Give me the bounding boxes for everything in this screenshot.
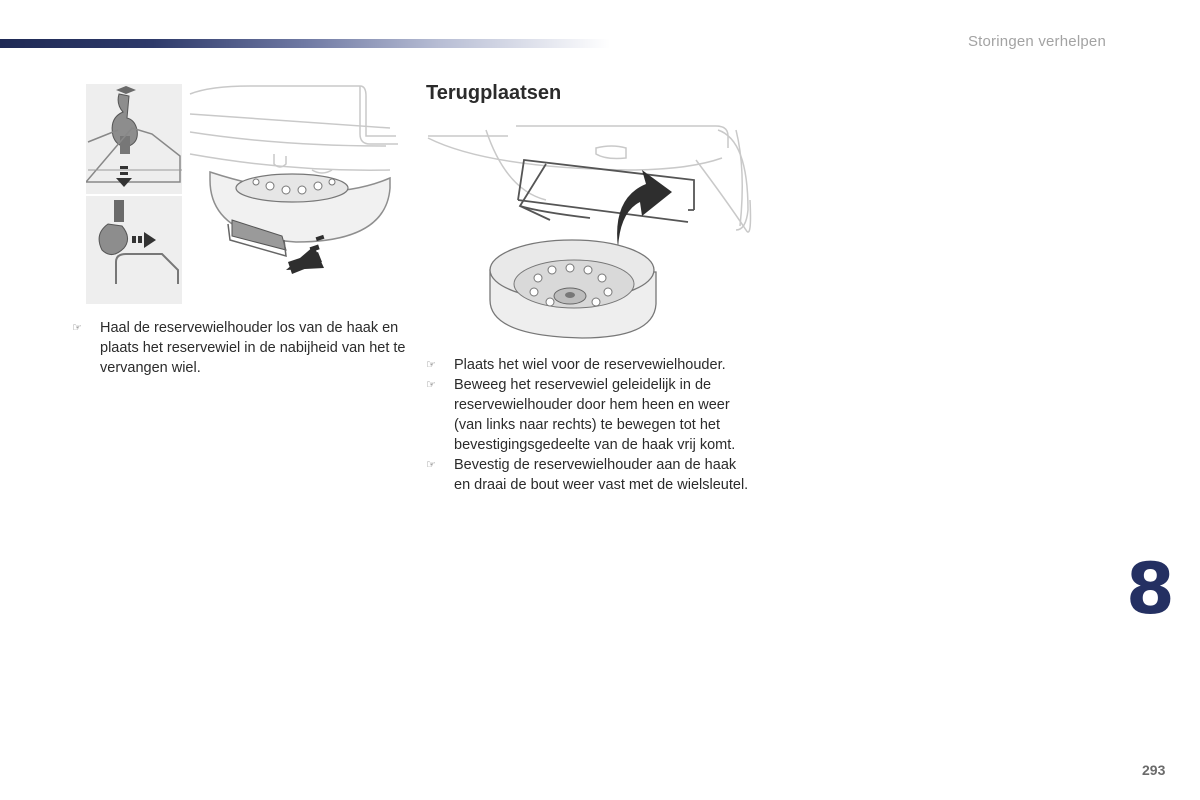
- list-item: [72, 318, 410, 378]
- section-title: Storingen verhelpen: [967, 33, 1106, 50]
- pointing-finger-icon: ☞: [426, 359, 436, 371]
- left-instruction-list: [72, 318, 410, 378]
- pointing-finger-icon: ☞: [426, 379, 436, 391]
- list-item: [426, 455, 756, 495]
- header-accent-bar: [0, 39, 610, 48]
- instruction-text: Beweeg het reservewiel geleidelijk in de reservewielhouder door hem heen en weer (van links naar rechts) te bewegen tot het bevestigingsgedeelte van de haak vrij komt.: [454, 377, 736, 453]
- instruction-text: Plaats het wiel voor de reservewielhouder.: [454, 357, 726, 373]
- list-item: [426, 375, 756, 455]
- instruction-text: Bevestig de reservewielhouder aan de haak en draai de bout weer vast met de wielsleutel.: [454, 457, 749, 493]
- pointing-finger-icon: ☞: [426, 459, 436, 471]
- list-item: [426, 355, 756, 375]
- section-heading: Terugplaatsen: [426, 82, 562, 104]
- pointing-finger-icon: ☞: [72, 322, 82, 334]
- page-number: 293: [1142, 762, 1166, 778]
- instruction-text: Haal de reservewielhouder los van de haak en plaats het reservewiel in de nabijheid van het te vervangen wiel.: [100, 320, 406, 376]
- right-instruction-list: [426, 355, 756, 495]
- refit-spare-wheel-illustration: [426, 120, 752, 344]
- spare-wheel-underside-illustration: [188, 84, 400, 290]
- hook-detail-illustration: [86, 84, 182, 304]
- chapter-number: 8: [1126, 548, 1175, 630]
